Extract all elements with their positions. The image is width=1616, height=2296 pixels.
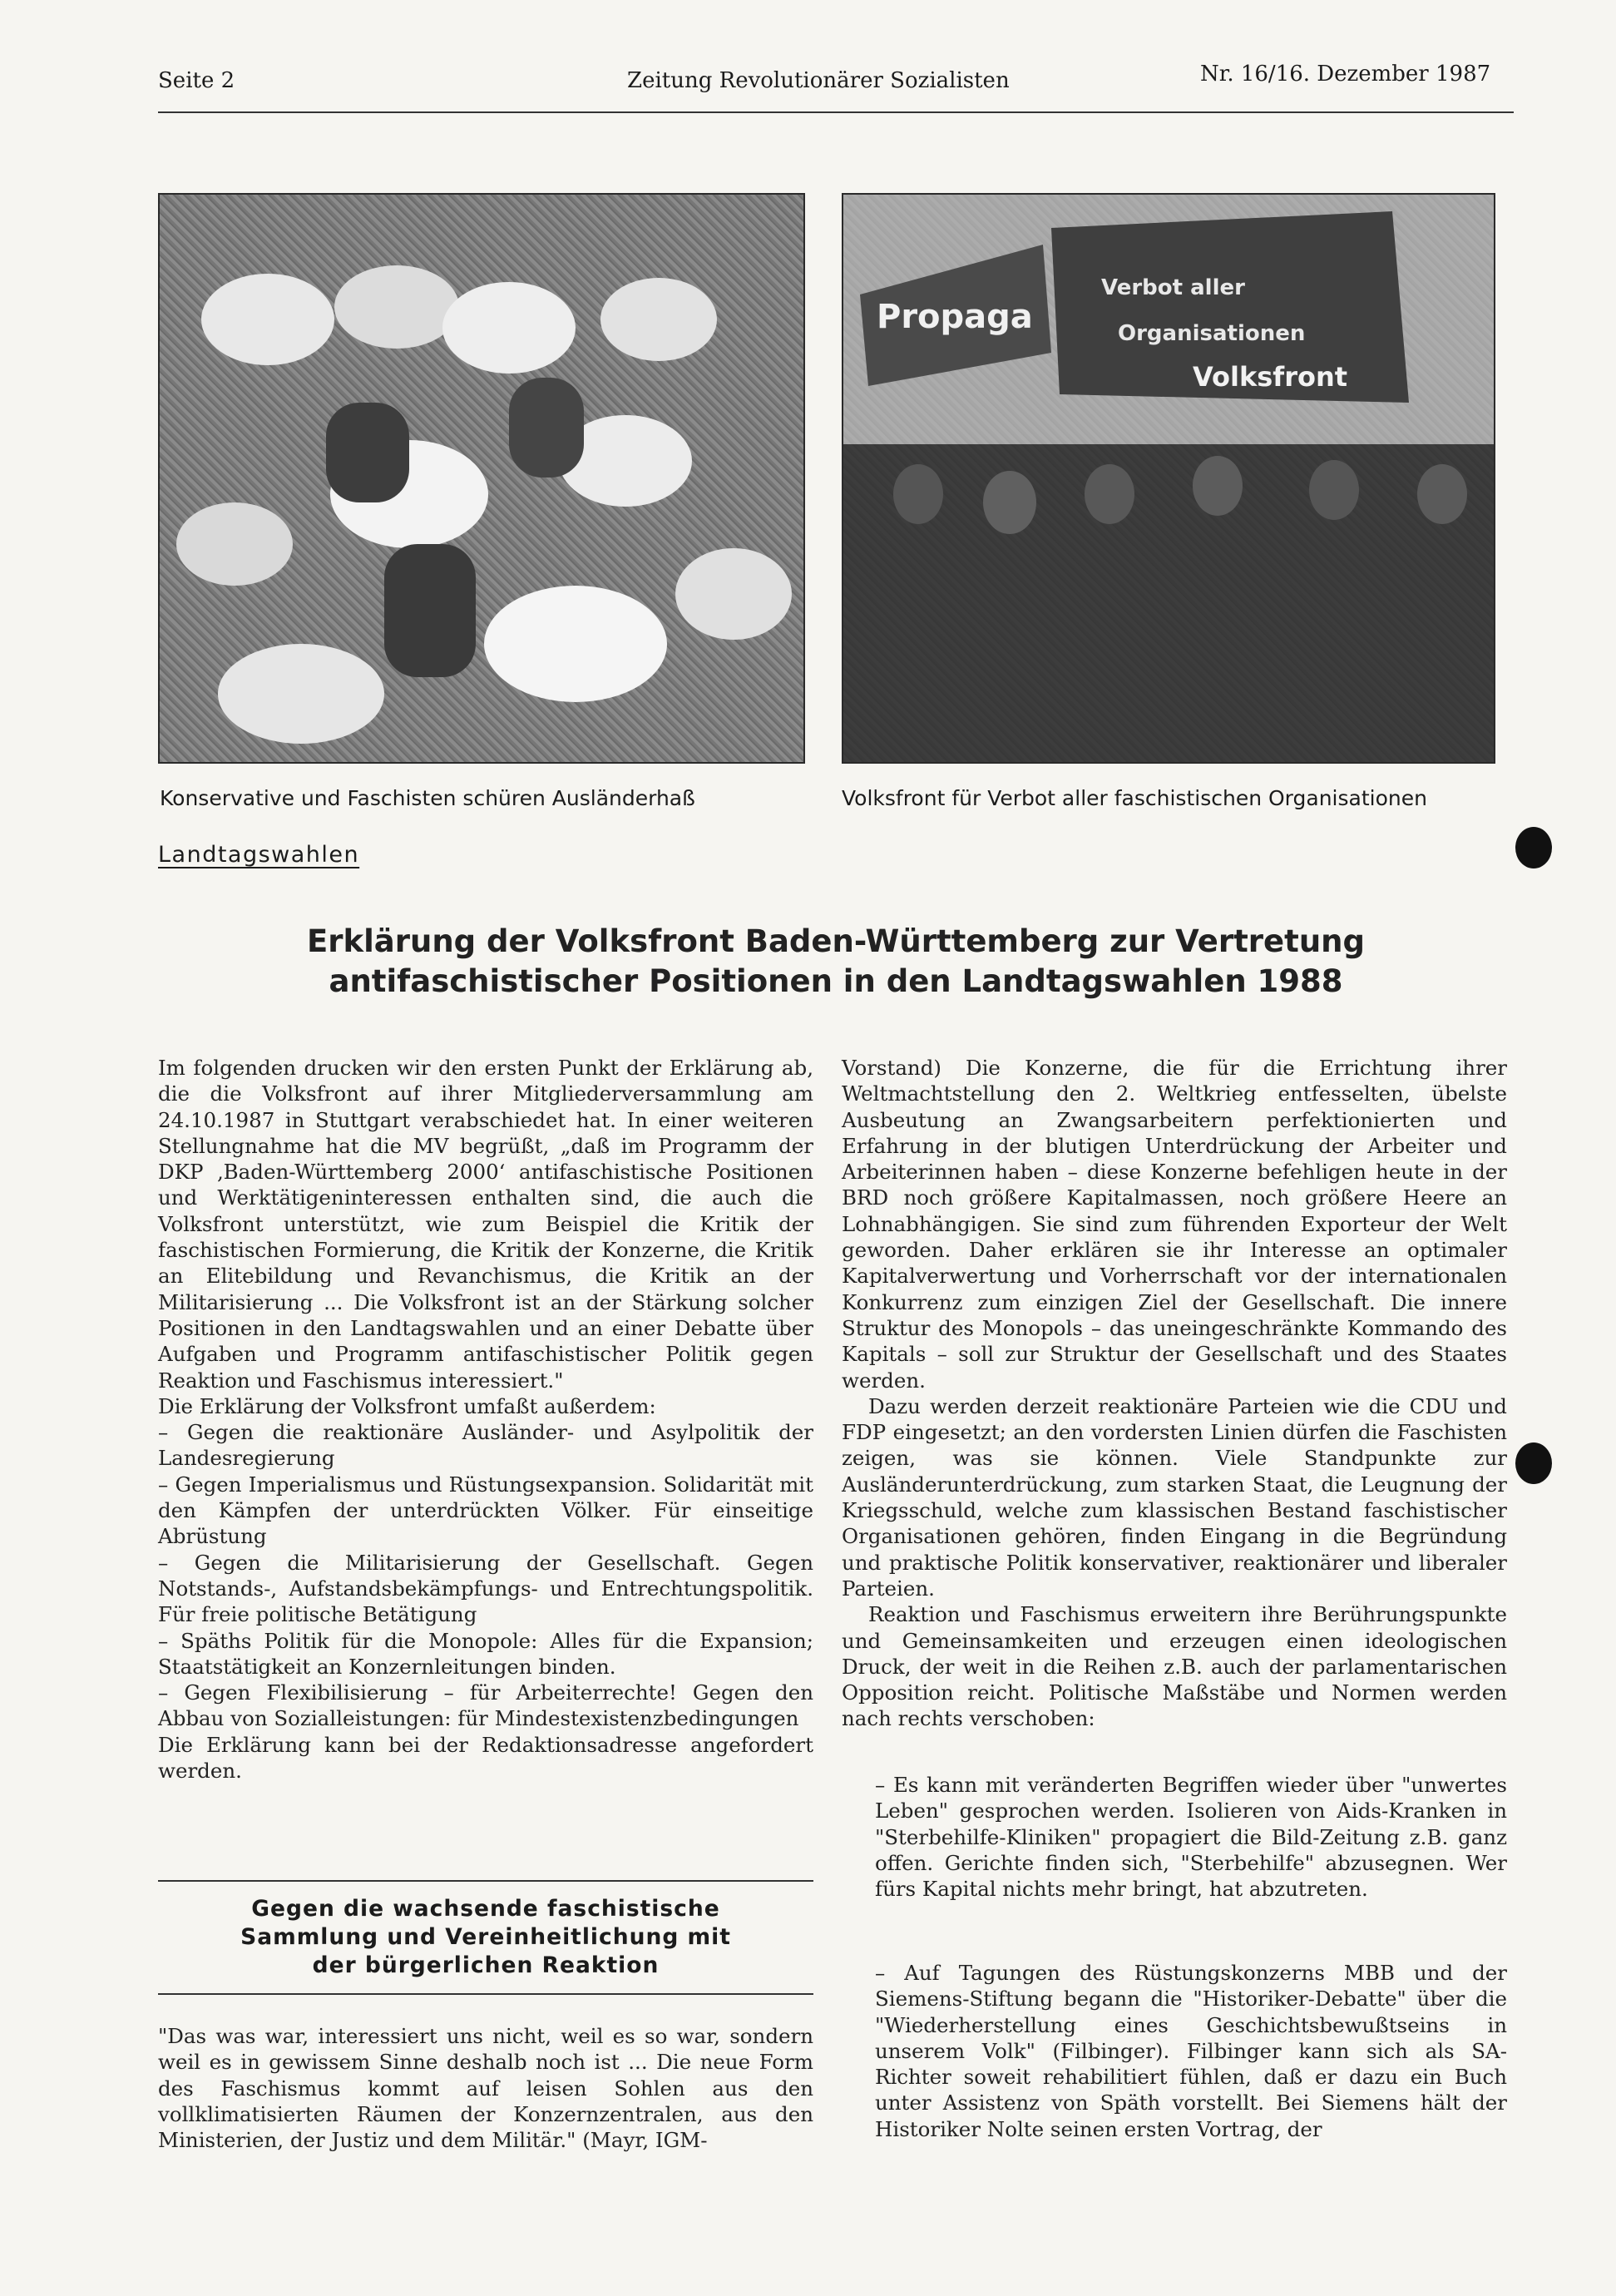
punch-hole xyxy=(1515,1442,1552,1484)
box-rule-bottom xyxy=(158,1993,813,1995)
box-headline-line: der bürgerlichen Reaktion xyxy=(312,1952,660,1978)
list-item: – Gegen die reaktionäre Ausländer- und Asylpolitik der Landesregierung xyxy=(158,1420,813,1471)
banner-word-4: Volksfront xyxy=(1193,361,1348,393)
headline-line-2: antifaschistischer Positionen in den Landtagswahlen 1988 xyxy=(329,963,1343,999)
intro-paragraph: Im folgenden drucken wir den ersten Punkt der Erklärung ab, die die Volksfront auf ihrer Mitgliederversammlung am 24.10.1987 in Stuttgart verabschiedet hat. In einer weiteren Stellungnahme hat die MV begrüßt, „daß im Programm der DKP ‚Baden-Württemberg 2000‘ antifaschistische Positionen und Werktätigeninteressen enthalten sind, die auch die Volksfront unterstützt, wie zum Beispiel die Kritik der faschistischen Formierung, die Kritik der Konzerne, die Kritik an Elitebildung und Revanchismus, die Kritik an der Militarisierung ... Die Volksfront ist an der Stärkung solcher Positionen in den Landtagswahlen und an einer Debatte über Aufgaben und Programm antifaschistischer Politik gegen Reaktion und Faschismus interessiert." xyxy=(158,1056,813,1393)
punch-hole xyxy=(1515,827,1552,868)
list-lead: Die Erklärung der Volksfront umfaßt außerdem: xyxy=(158,1393,656,1418)
list-item: – Gegen Imperialismus und Rüstungsexpansion. Solidarität mit den Kämpfen der unterdrückten Völker. Für einseitige Abrüstung xyxy=(158,1472,813,1549)
issue-date: Nr. 16/16. Dezember 1987 xyxy=(1200,62,1491,87)
box-headline-line: Sammlung und Vereinheitlichung mit xyxy=(240,1924,731,1950)
closing-paragraph: Die Erklärung kann bei der Redaktionsadresse angefordert werden. xyxy=(158,1732,813,1784)
banner-word-2: Verbot aller xyxy=(1101,275,1245,300)
section-kicker: Landtagswahlen xyxy=(158,842,360,868)
box-rule-top xyxy=(158,1880,813,1882)
banner-word-1: Propaga xyxy=(877,298,1033,336)
page-number: Seite 2 xyxy=(158,68,235,93)
list-item: – Gegen die Militarisierung der Gesellschaft. Gegen Notstands-, Aufstandsbekämpfungs- und Entrechtungspolitik. Für freie politische Betätigung xyxy=(158,1550,813,1627)
body-paragraph: Vorstand) Die Konzerne, die für die Errichtung ihrer Weltmachtstellung den 2. Weltkrieg entfesselten, übelste Ausbeutung an Zwangsarbeitern perfektionierten und Erfahrung in der blutigen Unterdrückung der Arbeiter und Arbeiterinnen haben – diese Konzerne befehligen heute in der BRD noch größere Kapitalmassen, noch größere Heere an Lohnabhängigen. Sie sind zum führenden Exporteur der Welt geworden. Daher erklären sie ihr Interesse an optimaler Kapitalverwertung und Vorherrschaft vor der internationalen Konkurrenz zum einzigen Ziel der Gesellschaft. Die innere Struktur des Monopols – das uneingeschränkte Kommando des Kapitals – soll zur Struktur der Gesellschaft und des Staates werden. xyxy=(842,1056,1507,1393)
body-paragraph: Dazu werden derzeit reaktionäre Parteien wie die CDU und FDP eingesetzt; an den vordersten Linien dürfen die Faschisten zeigen, was sie können. Viele Standpunkte zur Ausländerunterdrückung, zum starken Staat, die Leugnung der Kriegsschuld, welche zum klassischen Bestand faschistischer Organisationen gehören, finden Eingang in die Begründung und praktische Politik konservativer, reaktionärer und liberaler Parteien. xyxy=(842,1393,1507,1601)
article-left-column xyxy=(158,1055,813,1784)
headline-line-1: Erklärung der Volksfront Baden-Württemberg zur Vertretung xyxy=(306,923,1366,959)
quote-paragraph: "Das was war, interessiert uns nicht, weil es so war, sondern weil es in gewissem Sinne deshalb noch ist ... Die neue Form des Faschismus kommt auf leisen Sohlen aus den vollklimatisierten Räumen der Konzernzentralen, aus den Ministerien, der Justiz und dem Militär." (Mayr, IGM- xyxy=(158,2024,813,2153)
box-headline xyxy=(158,1895,813,1980)
box-headline-line: Gegen die wachsende faschistische xyxy=(251,1896,720,1922)
list-item: – Späths Politik für die Monopole: Alles für die Expansion; Staatstätigkeit an Konzernleitungen binden. xyxy=(158,1628,813,1679)
photo-caption-right: Volksfront für Verbot aller faschistischen Organisationen xyxy=(842,786,1427,810)
banner-word-3: Organisationen xyxy=(1118,321,1306,346)
photo-crowd-hardhats xyxy=(158,193,805,764)
demonstration-illustration xyxy=(843,195,1495,764)
list-item: – Gegen Flexibilisierung – für Arbeiterrechte! Gegen den Abbau von Sozialleistungen: für Mindestexistenzbedingungen xyxy=(158,1680,813,1731)
body-paragraph: Reaktion und Faschismus erweitern ihre Berührungspunkte und Gemeinsamkeiten und erzeugen einen ideologischen Druck, der weit in die Reihen z.B. auch der parlamentarischen Opposition reicht. Politische Maßstäbe und Normen werden nach rechts verschoben: xyxy=(842,1602,1507,1731)
publication-title: Zeitung Revolutionärer Sozialisten xyxy=(627,68,1010,93)
header-rule xyxy=(158,111,1514,113)
quote-block-1: – Es kann mit veränderten Begriffen wieder über "unwertes Leben" gesprochen werden. Isolieren von Aids-Kranken in "Sterbehilfe-Kliniken" propagiert die Bild-Zeitung z.B. ganz offen. Gerichte finden sich, "Sterbehilfe" abzusegnen. Wer fürs Kapital nichts mehr bringt, hat abzutreten. xyxy=(875,1773,1507,1902)
photo-caption-left: Konservative und Faschisten schüren Ausländerhaß xyxy=(160,786,695,810)
article-headline xyxy=(158,922,1514,1002)
crowd-illustration xyxy=(160,195,805,764)
quote-block-2: – Auf Tagungen des Rüstungskonzerns MBB und der Siemens-Stiftung begann die "Historiker-Debatte" über die "Wiederherstellung eines Geschichtsbewußtseins in unserem Volk" (Filbinger). Filbinger kann sich als SA-Richter soweit rehabilitiert fühlen, daß er dazu ein Buch unter Assistenz von Späth vorstellt. Bei Siemens hält der Historiker Nolte seinen ersten Vortrag, der xyxy=(875,1961,1507,2141)
photo-demonstration-banner xyxy=(842,193,1495,764)
article-right-column xyxy=(842,1055,1507,1732)
